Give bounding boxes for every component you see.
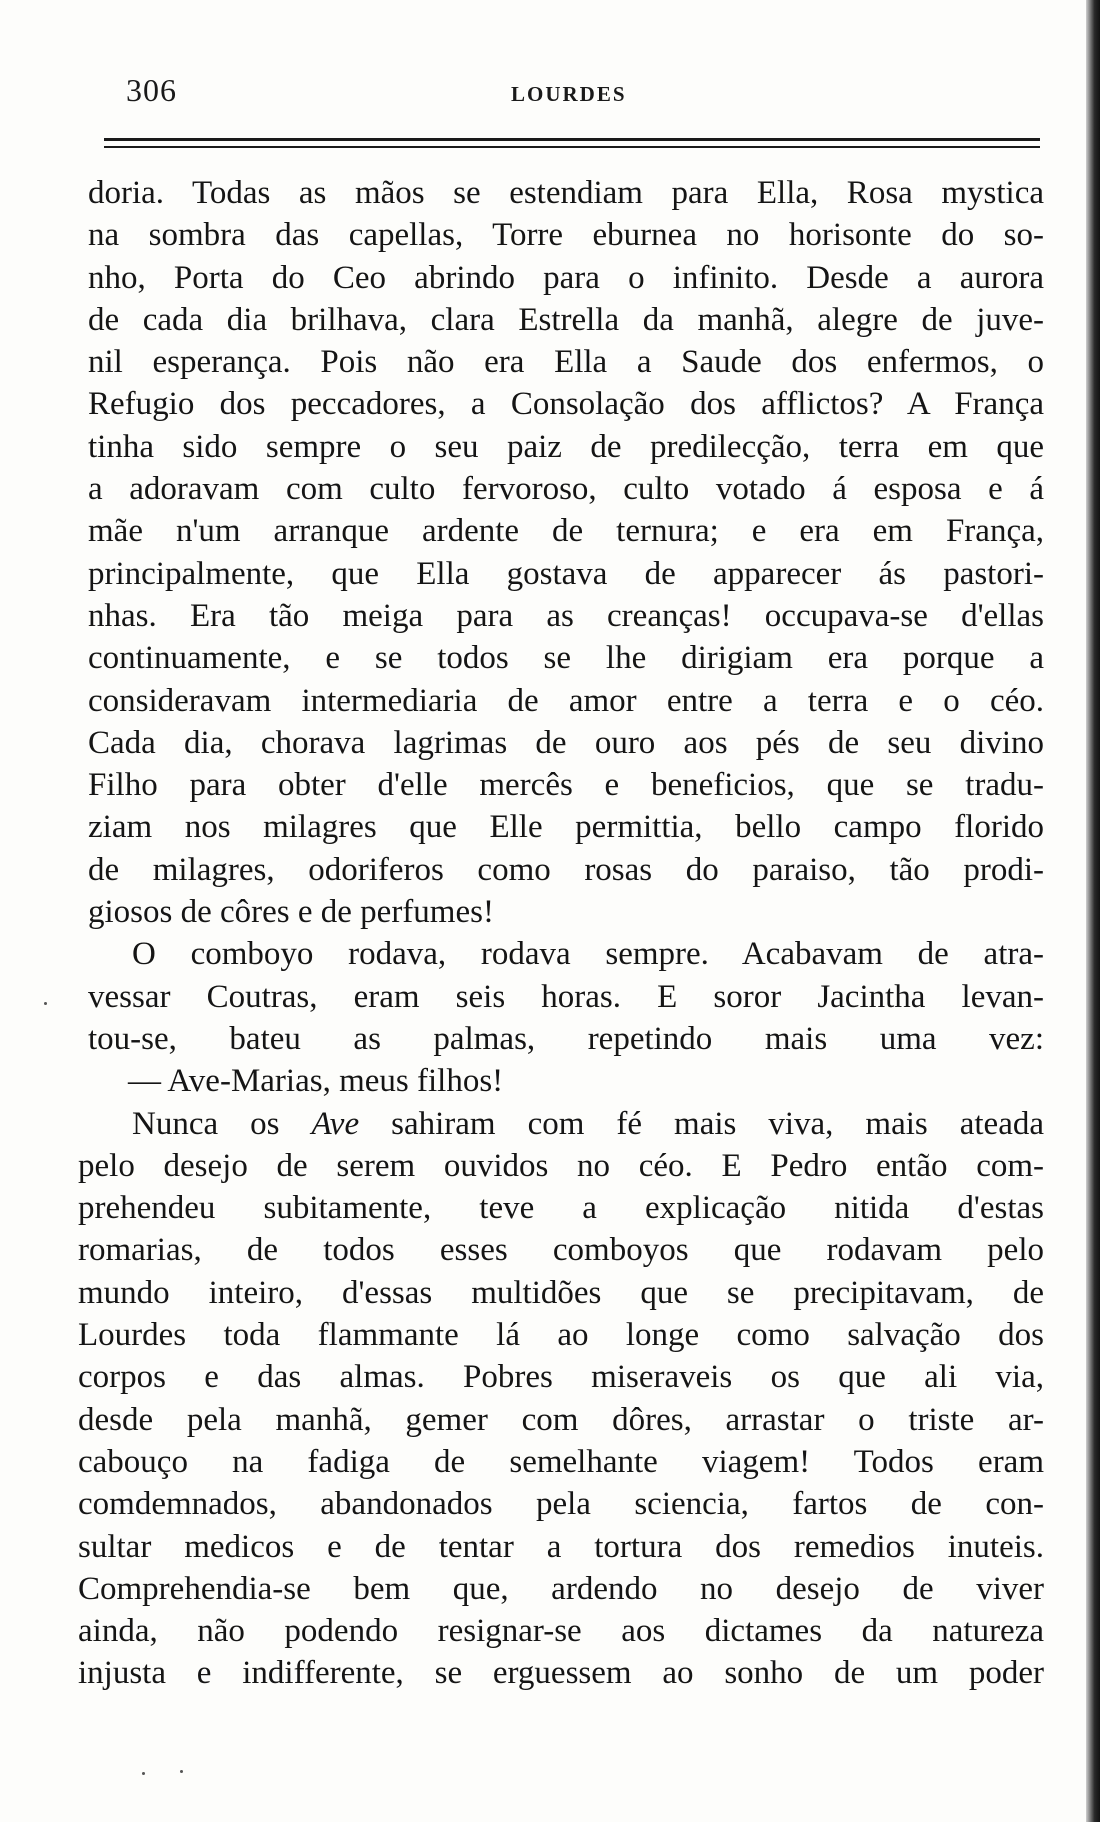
text-line: Refugio dos peccadores, a Consolação dos afflictos? A França — [88, 386, 1044, 423]
text-line: comdemnados, abandonados pela sciencia, fartos de con- — [78, 1486, 1044, 1523]
text-line: doria. Todas as mãos se estendiam para Ella, Rosa mystica — [88, 175, 1044, 211]
body-text — [78, 172, 1044, 1695]
text-line-with-italic — [88, 1103, 1044, 1145]
running-title: LOURDES — [511, 82, 627, 106]
text-line: ainda, não podendo resignar-se aos dictames da natureza — [78, 1613, 1044, 1650]
text-segment: sahiram com fé mais viva, mais ateada — [391, 1105, 1044, 1142]
page-header — [126, 72, 1036, 122]
text-line: injusta e indifferente, se erguessem ao sonho de um poder — [78, 1655, 1044, 1692]
text-line: tou-se, bateu as palmas, repetindo mais uma vez: — [88, 1020, 1044, 1057]
text-line: sultar medicos e de tentar a tortura dos remedios inuteis. — [78, 1528, 1044, 1565]
text-line: vessar Coutras, eram seis horas. E soror Jacintha levan- — [88, 978, 1044, 1015]
page-number: 306 — [126, 72, 177, 108]
text-line: mãe n'um arranque ardente de ternura; e era em França, — [88, 513, 1044, 550]
text-line: prehendeu subitamente, teve a explicação nitida d'estas — [78, 1190, 1044, 1227]
text-line: principalmente, que Ella gostava de apparecer ás pastori- — [88, 555, 1044, 592]
text-line: Lourdes toda flammante lá ao longe como salvação dos — [78, 1317, 1044, 1354]
text-line: cabouço na fadiga de semelhante viagem! Todos eram — [78, 1443, 1044, 1480]
text-line: romarias, de todos esses comboyos que rodavam pelo — [78, 1232, 1044, 1269]
text-line: nhas. Era tão meiga para as creanças! occupava-se d'ellas — [88, 597, 1044, 634]
text-line: desde pela manhã, gemer com dôres, arrastar o triste ar- — [78, 1401, 1044, 1438]
header-rule-top — [104, 138, 1040, 141]
text-segment: Nunca os — [132, 1105, 312, 1142]
text-line: pelo desejo de serem ouvidos no céo. E Pedro então com- — [78, 1147, 1044, 1184]
text-line: de cada dia brilhava, clara Estrella da manhã, alegre de juve- — [88, 301, 1044, 338]
text-line: O comboyo rodava, rodava sempre. Acabavam de atra- — [132, 936, 1044, 973]
text-line: mundo inteiro, d'essas multidões que se precipitavam, de — [78, 1274, 1044, 1311]
text-line: Cada dia, chorava lagrimas de ouro aos pés de seu divino — [88, 724, 1044, 761]
text-line: nho, Porta do Ceo abrindo para o infinito. Desde a aurora — [88, 259, 1044, 296]
text-line: continuamente, e se todos se lhe dirigiam era porque a — [88, 640, 1044, 677]
print-speck — [44, 1002, 47, 1005]
text-line: giosos de côres e de perfumes! — [88, 894, 494, 931]
text-line: a adoravam com culto fervoroso, culto votado á esposa e á — [88, 471, 1044, 508]
print-speck — [142, 1772, 145, 1775]
print-speck — [180, 1770, 183, 1773]
text-line: corpos e das almas. Pobres miseraveis os que ali via, — [78, 1359, 1044, 1396]
text-line: consideravam intermediaria de amor entre a terra e o céo. — [88, 682, 1044, 719]
italic-word: Ave — [311, 1105, 360, 1142]
text-line: ziam nos milagres que Elle permittia, bello campo florido — [88, 809, 1044, 846]
book-spine-shadow — [1086, 0, 1100, 1822]
text-line: na sombra das capellas, Torre eburnea no horisonte do so- — [88, 217, 1044, 254]
header-rule-bottom — [104, 146, 1040, 148]
text-line: Filho para obter d'elle mercês e beneficios, que se tradu- — [88, 767, 1044, 804]
text-line: Comprehendia-se bem que, ardendo no desejo de viver — [78, 1570, 1044, 1607]
text-line: tinha sido sempre o seu paiz de predilecção, terra em que — [88, 428, 1044, 465]
text-line: nil esperança. Pois não era Ella a Saude dos enfermos, o — [88, 344, 1044, 381]
text-line: — Ave-Marias, meus filhos! — [128, 1063, 504, 1100]
text-line: de milagres, odoriferos como rosas do paraiso, tão prodi- — [88, 851, 1044, 888]
